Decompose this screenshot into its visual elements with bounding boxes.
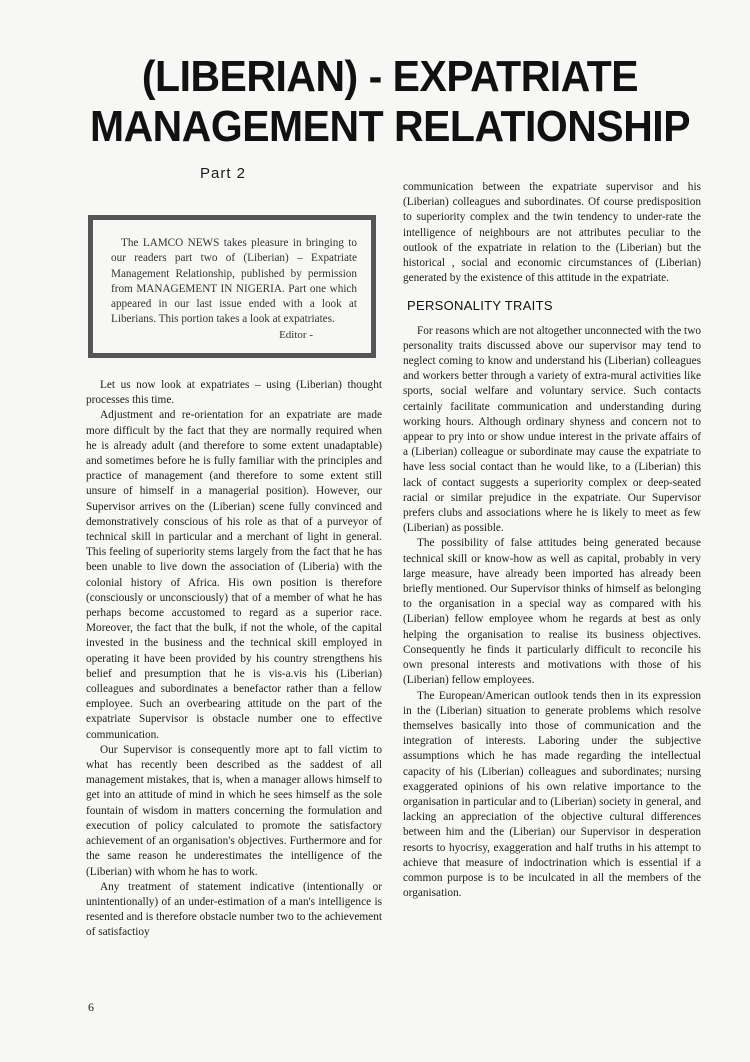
paragraph: Our Supervisor is consequently more apt to fall victim to what has recently been described as the saddest of all management mistakes, that is, when a manager allows himself to get into an attitude of mind in which he sees himself as the sole fountain of wisdom in matters concerning the formulation and execution of policy calculated to promote the satisfactory achievement of an organisation's objectives. Furthermore and for the same reason he underestimates the intelligence of the (Liberian) with whom he has to work. (86, 743, 382, 878)
section-heading: PERSONALITY TRAITS (407, 298, 553, 314)
left-column (86, 378, 382, 941)
paragraph: The possibility of false attitudes being generated because technical skill or know-how as well as capital, probably in very large measure, have already been imported has already been briefly mentioned. Our Supervisor thinks of himself as belonging to the organisation in a special way as compared with his (Liberian) fellow employee whom he regards at best as only helping the organisation to realise its business objectives. Consequently he finds it particularly difficult to reconcile his own presonal interests and motivations with those of his (Liberian) fellow employees. (403, 537, 701, 687)
editor-note-box (88, 215, 376, 358)
paragraph: Adjustment and re-orientation for an expatriate are made more difficult by the fact that they are normally required when he is already adult (and therefore to some extent unadaptable) and sometimes before he is fully familiar with the principles and practice of management (and therefore to some extent still unsure of himself in a managerial position). However, our Supervisor arrives on the (Liberian) scene fully convinced and demonstratively conscious of his role as that of a purveyor of technical skill in particular and a merchant of light in general. This feeling of superiority stems largely from the fact that he has been unable to live down the association of (Liberia) with the colonial history of Africa. His own position is therefore (consciously or unconsciously) that of a member of what he has perhaps become accustomed to regard as a superior race. Moreover, the fact that the bulk, if not the whole, of the capital invested in the business and the technical skill employed in operating it have been provided by his country strengthens his belief and presumption that he is vis-a.vis his (Liberian) colleagues and subordinates a benefactor rather than a fellow employee. Such an overbearing attitude on the part of the expatriate Supervisor is obstacle number one to effective communication. (86, 409, 382, 741)
part-subtitle: Part 2 (200, 165, 247, 182)
article-title (83, 52, 697, 152)
right-column (403, 180, 701, 901)
paragraph: For reasons which are not altogether unconnected with the two personality traits discussed above our supervisor may tend to neglect coming to know and understand his (Liberian) colleagues and workers better through a variety of extra-mural activities like sports, social welfare and voluntary service. Such contacts certainly facilitate communication and understanding during working hours. Although ordinary shyness and concern not to appear to pry into or show undue interest in the private affairs of a (Liberian) colleague or subordinate may cause the expatriate to have less social contact than he would like, to a (Liberian) this lack of contact suggests a superiority complex or deep-seated racial or similar prejudice in the expatriate. Our Supervisor prefers clubs and associations where he is likely to meet as few (Liberian) as possible. (403, 324, 701, 535)
paragraph: The European/American outlook tends then in its expression in the (Liberian) situation to generate problems which resolve themselves basically into those of communication and the integration of interests. Laboring under the subjective assumptions which he has made regarding the intellectual capacity of his (Liberian) colleagues and subordinates; nursing exaggerated opinions of his own relative importance to the organisation in particular and to (Liberian) society in general, and lacking an appreciation of the objective cultural differences between him and the (Liberian) our Supervisor in desperation resorts to hyocrisy, exaggeration and half truths in his attempt to achieve that measure of indoctrination which is essential if a common purpose is to be inculcated in all the members of the organisation. (403, 689, 701, 900)
title-line-2: MANAGEMENT RELATIONSHIP (89, 102, 691, 151)
page-number: 6 (88, 1000, 94, 1014)
editor-signature: Editor - (279, 328, 313, 341)
paragraph: Any treatment of statement indicative (intentionally or unintentionally) of an under-estimation of a man's intelligence is resented and is therefore obstacle number two to the achievement of satisfactioy (86, 880, 382, 939)
paragraph: communication between the expatriate supervisor and his (Liberian) colleagues and subordinates. Of course predisposition to superiority complex and the twin tendency to under-rate the intelligence of neighbours are not attributes peculiar to the outlook of the expatriate in relation to the (Liberian) but the historical , social and economic circumstances of (Liberian) generated by the existence of this attitude in the expatriate. (403, 181, 701, 285)
paragraph: Let us now look at expatriates – using (Liberian) thought processes this time. (86, 379, 382, 407)
title-line-1: (LIBERIAN) - EXPATRIATE (141, 52, 639, 101)
editor-note-text: The LAMCO NEWS takes pleasure in bringing to our readers part two of (Liberian) – Expatriate Management Relationship, published by permission from MANAGEMENT IN NIGERIA. Part one which appeared in our last issue ended with a look at Liberians. This portion takes a look at expatriates. (111, 237, 357, 326)
